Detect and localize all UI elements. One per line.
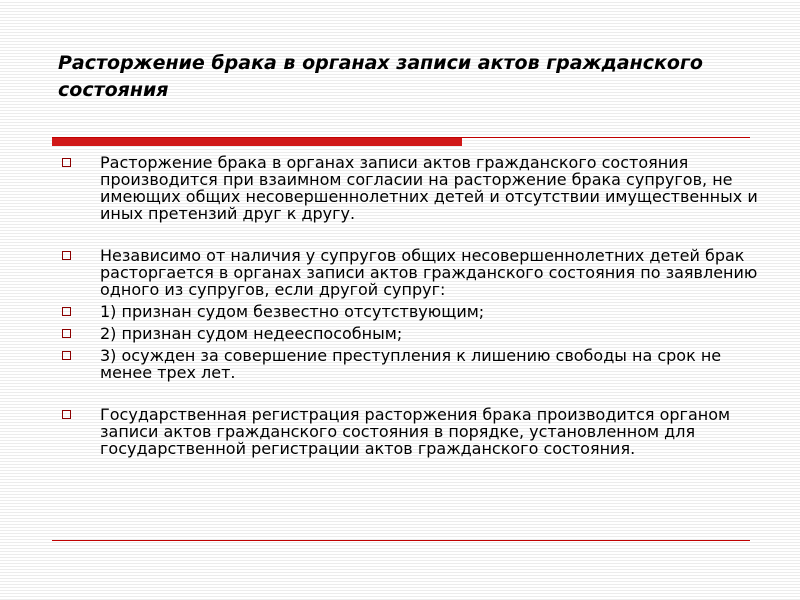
bullet-item-mutual-consent bbox=[58, 154, 758, 222]
hollow-square-bullet-icon bbox=[62, 251, 71, 260]
bullet-list bbox=[58, 154, 758, 457]
title-underline bbox=[52, 137, 750, 147]
title-underline-bar bbox=[52, 137, 462, 146]
bullet-text: 3) осужден за совершение преступления к лишению свободы на срок не менее трех лет. bbox=[100, 346, 722, 382]
slide-content bbox=[58, 154, 758, 462]
title-underline-line bbox=[52, 137, 750, 138]
hollow-square-bullet-icon bbox=[62, 158, 71, 167]
bottom-divider bbox=[52, 540, 750, 541]
hollow-square-bullet-icon bbox=[62, 410, 71, 419]
bullet-text: 1) признан судом безвестно отсутствующим; bbox=[100, 302, 485, 321]
hollow-square-bullet-icon bbox=[62, 307, 71, 316]
slide-title: Расторжение брака в органах записи актов гражданского состояния bbox=[58, 52, 703, 101]
bullet-item-incapacitated bbox=[58, 325, 758, 342]
bullet-text: 2) признан судом недееспособным; bbox=[100, 324, 403, 343]
bullet-item-missing bbox=[58, 303, 758, 320]
bullet-text: Расторжение брака в органах записи актов гражданского состояния производится при взаимном согласии на расторжение брака супругов, не имеющих общих несовершеннолетних детей и отсутствии имущественных и иных претензий друг к другу. bbox=[100, 153, 758, 223]
bullet-text: Государственная регистрация расторжения брака производится органом записи актов гражданского состояния в порядке, установленном для государственной регистрации актов гражданского состояния. bbox=[100, 405, 731, 458]
bullet-text: Независимо от наличия у супругов общих несовершеннолетних детей брак расторгается в органах записи актов гражданского состояния по заявлению одного из супругов, если другой супруг: bbox=[100, 246, 758, 299]
bullet-item-state-registration bbox=[58, 406, 758, 457]
bullet-item-unilateral bbox=[58, 247, 758, 298]
hollow-square-bullet-icon bbox=[62, 329, 71, 338]
bullet-item-convicted bbox=[58, 347, 758, 381]
hollow-square-bullet-icon bbox=[62, 351, 71, 360]
